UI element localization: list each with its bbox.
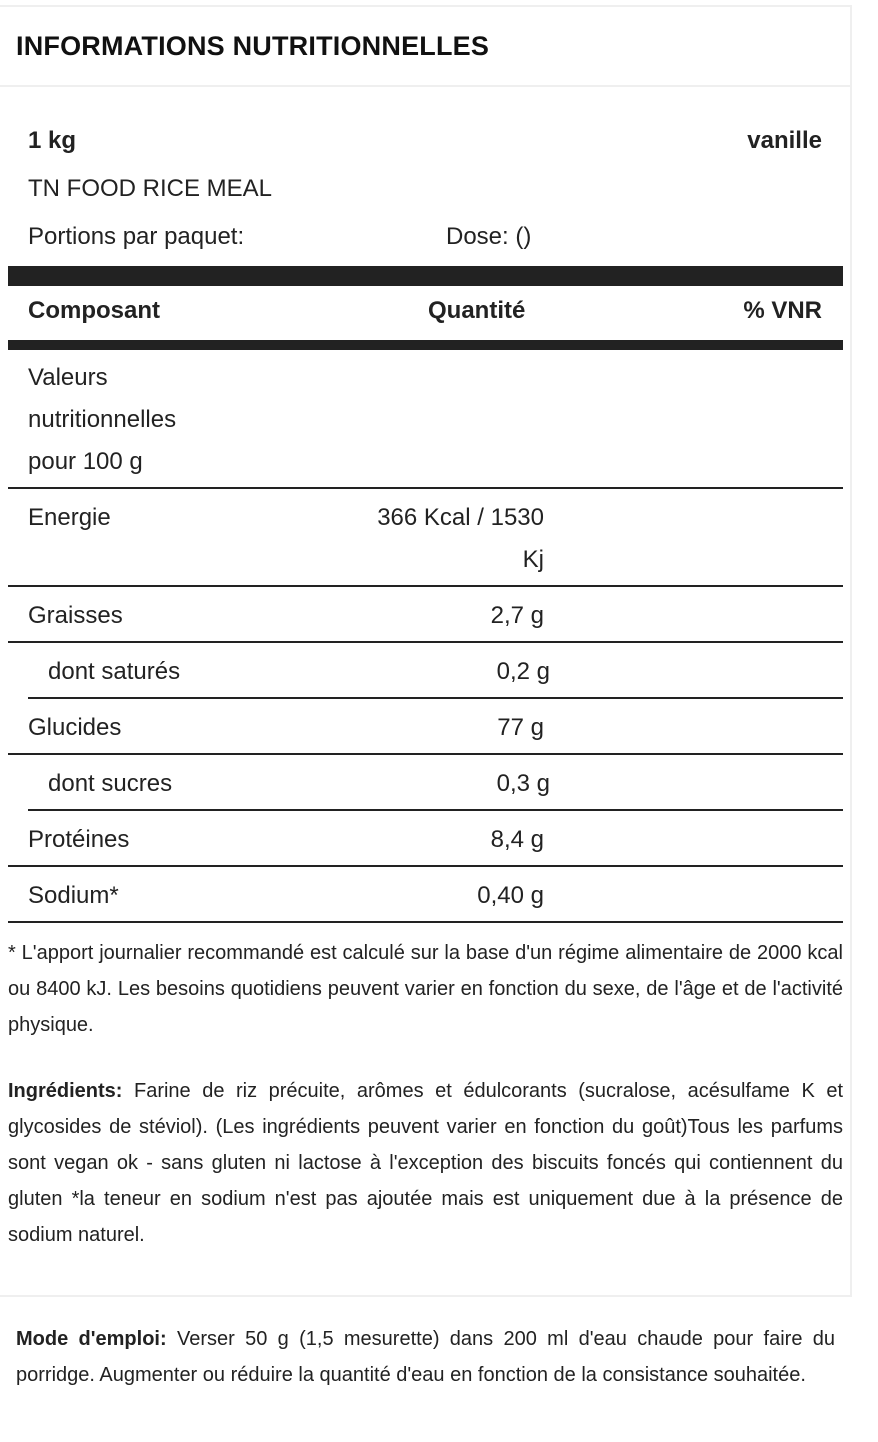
product-size: 1 kg — [28, 127, 77, 154]
row-glucides-qty: 77 g — [497, 714, 544, 741]
product-flavor: vanille — [747, 127, 822, 154]
ingredients-text: Farine de riz précuite, arômes et édulcorants (sucralose, acésulfame K et glycosides de stéviol). (Les ingrédients peuvent varier en fonction du goût)Tous les parfums sont vegan ok - sans gluten ni lactose à l'exception des biscuits foncés qui contiennent du gluten *la teneur en sodium n'est pas ajoutée mais est uniquement due à la présence de sodium naturel. — [8, 1080, 843, 1246]
row-proteines-qty: 8,4 g — [490, 826, 544, 853]
row-sodium-name: Sodium* — [28, 882, 119, 909]
row-satures-name: dont saturés — [48, 658, 181, 685]
portions-label: Portions par paquet: — [28, 223, 245, 250]
footnote: * L'apport journalier recommandé est calculé sur la base d'un régime alimentaire de 2000 kcal ou 8400 kJ. Les besoins quotidiens peuvent varier en fonction du sexe, de l'âge et de l'activité physique. — [8, 942, 843, 1036]
usage-instructions — [16, 1321, 835, 1393]
row-divider — [28, 697, 843, 699]
row-satures-qty: 0,2 g — [496, 658, 550, 685]
row-energie-qty: 366 Kcal / 1530 Kj — [377, 504, 544, 573]
row-divider — [8, 487, 843, 489]
row-divider — [28, 809, 843, 811]
row-graisses-name: Graisses — [28, 602, 123, 629]
usage-label: Mode d'emploi: — [16, 1328, 167, 1350]
card-title: INFORMATIONS NUTRITIONNELLES — [16, 30, 490, 61]
row-divider — [8, 641, 843, 643]
thick-divider — [8, 266, 843, 286]
row-sucres-qty: 0,3 g — [496, 770, 550, 797]
row-proteines-name: Protéines — [28, 826, 130, 853]
card-header — [0, 7, 850, 87]
ingredients-label: Ingrédients: — [8, 1080, 123, 1102]
dose-label: Dose: () — [446, 223, 532, 250]
product-name: TN FOOD RICE MEAL — [28, 175, 273, 202]
column-header-vnr: % VNR — [743, 297, 822, 324]
row-graisses-qty: 2,7 g — [490, 602, 544, 629]
row-divider — [8, 585, 843, 587]
row-sodium-qty: 0,40 g — [477, 882, 544, 909]
row-divider — [8, 865, 843, 867]
row-divider — [8, 753, 843, 755]
row-divider — [8, 921, 843, 923]
row-energie-name: Energie — [28, 504, 111, 531]
table-intro: Valeurs nutritionnelles pour 100 g — [28, 364, 177, 475]
thick-divider — [8, 340, 843, 350]
usage-text: Verser 50 g (1,5 mesurette) dans 200 ml d'eau chaude pour faire du porridge. Augmenter ou réduire la quantité d'eau en fonction de la consistance souhaitée. — [16, 1328, 836, 1386]
column-header-composant: Composant — [28, 297, 160, 324]
column-header-quantite: Quantité — [428, 297, 526, 324]
row-glucides-name: Glucides — [28, 714, 122, 741]
row-sucres-name: dont sucres — [48, 770, 173, 797]
ingredients — [8, 1073, 843, 1253]
